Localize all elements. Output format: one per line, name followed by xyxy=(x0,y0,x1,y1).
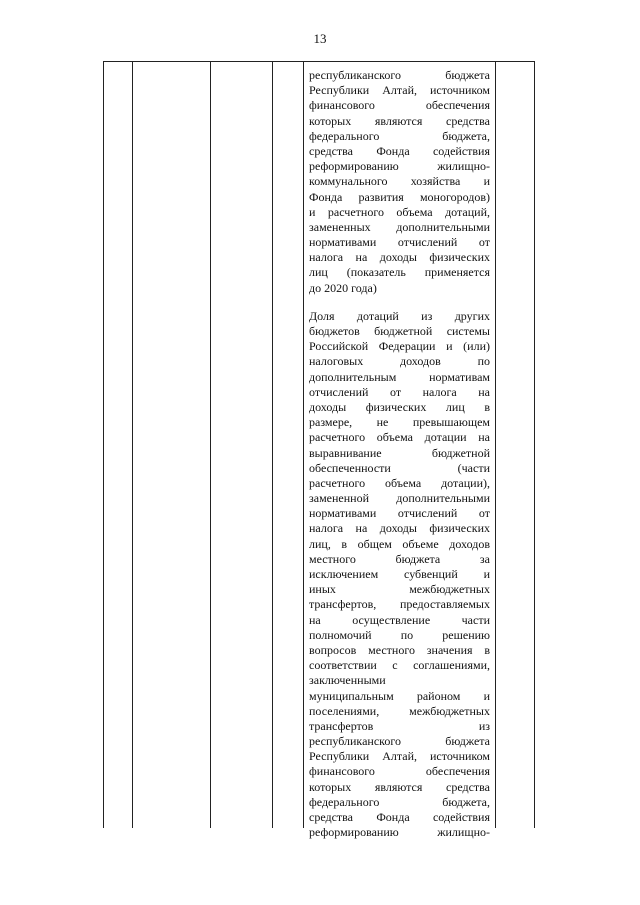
description-paragraph xyxy=(309,309,490,841)
text-line: соответствии с соглашениями, xyxy=(309,658,490,673)
text-line: полномочий по решению xyxy=(309,627,490,642)
text-line: заключенными xyxy=(309,673,386,688)
text-line: налога на доходы физических xyxy=(309,521,490,536)
text-line: вопросов местного значения в xyxy=(309,642,490,657)
text-line: федерального бюджета, xyxy=(309,128,490,143)
page-number: 13 xyxy=(313,31,327,46)
text-line: и расчетного объема дотаций, xyxy=(309,204,490,219)
text-line: расчетного объема дотации), xyxy=(309,475,490,490)
text-line: муниципальным районом и xyxy=(309,688,490,703)
text-line: поселениями, межбюджетных xyxy=(309,703,490,718)
column-divider xyxy=(303,62,304,828)
text-line: выравнивание бюджетной xyxy=(309,445,490,460)
text-line: замененных дополнительными xyxy=(309,219,490,234)
text-line: финансового обеспечения xyxy=(309,764,490,779)
text-line: местного бюджета за xyxy=(309,551,490,566)
text-line: на осуществление части xyxy=(309,612,490,627)
text-line: до 2020 года) xyxy=(309,280,377,295)
text-line: трансфертов, предоставляемых xyxy=(309,597,490,612)
text-line: которых являются средства xyxy=(309,113,490,128)
text-line: отчислений от налога на xyxy=(309,384,490,399)
column-divider xyxy=(210,62,211,828)
text-line: Российской Федерации и (или) xyxy=(309,339,490,354)
text-line: Фонда развития моногородов) xyxy=(309,189,490,204)
text-line: которых являются средства xyxy=(309,779,490,794)
text-line: налога на доходы физических xyxy=(309,250,490,265)
text-line: замененной дополнительными xyxy=(309,491,490,506)
text-line: коммунального хозяйства и xyxy=(309,174,490,189)
text-line: расчетного объема дотации на xyxy=(309,430,490,445)
text-line: лиц, в общем объеме доходов xyxy=(309,536,490,551)
text-line: республиканского бюджета xyxy=(309,68,490,82)
column-divider xyxy=(272,62,273,828)
text-line: Республики Алтай, источником xyxy=(309,83,490,98)
column-divider xyxy=(495,62,496,828)
text-line: средства Фонда содействия xyxy=(309,810,490,824)
text-line: обеспеченности (части xyxy=(309,460,490,475)
text-line: нормативами отчислений от xyxy=(309,235,490,250)
text-line: средства Фонда содействия xyxy=(309,143,490,158)
text-line: федерального бюджета, xyxy=(309,794,490,809)
text-line: нормативами отчислений от xyxy=(309,506,490,521)
text-line: Доля дотаций из других xyxy=(309,308,490,323)
text-line: исключением субвенций и xyxy=(309,567,490,581)
text-line: республиканского бюджета xyxy=(309,734,490,749)
text-line: реформированию жилищно- xyxy=(309,159,490,174)
text-line: реформированию жилищно- xyxy=(309,825,490,840)
text-line: размере, не превышающем xyxy=(309,415,490,430)
text-line: трансфертов из xyxy=(309,718,490,733)
text-line: налоговых доходов по xyxy=(309,354,490,369)
description-paragraph xyxy=(309,68,490,296)
text-line: доходы физических лиц в xyxy=(309,399,490,414)
column-divider xyxy=(132,62,133,828)
text-line: бюджетов бюджетной системы xyxy=(309,324,490,338)
text-line: дополнительным нормативам xyxy=(309,369,490,384)
text-line: Республики Алтай, источником xyxy=(309,749,490,764)
text-line: финансового обеспечения xyxy=(309,98,490,113)
indicator-description-cell xyxy=(309,68,490,840)
text-line: иных межбюджетных xyxy=(309,582,490,597)
table-frame xyxy=(103,61,535,840)
text-line: лиц (показатель применяется xyxy=(309,265,490,280)
